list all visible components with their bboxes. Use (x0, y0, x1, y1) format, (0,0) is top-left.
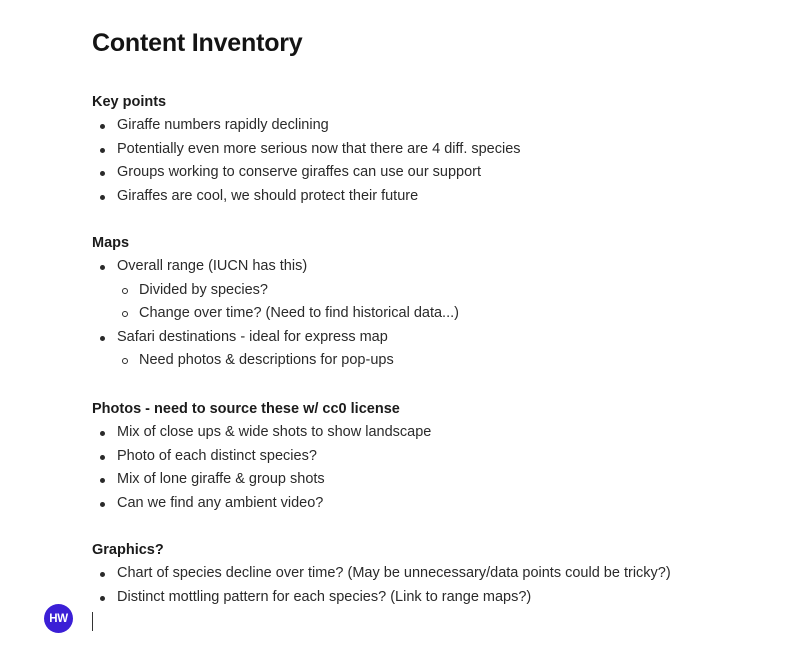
bullet-icon (100, 171, 105, 176)
bullet-list (92, 255, 459, 373)
nested-bullet-list (117, 349, 459, 373)
list-item[interactable] (92, 326, 459, 373)
text-cursor (92, 612, 93, 631)
bullet-icon (100, 195, 105, 200)
list-item[interactable] (92, 586, 671, 610)
list-item-text: Groups working to conserve giraffes can use our support (117, 164, 482, 180)
list-item-text: Can we find any ambient video? (117, 494, 324, 511)
list-item-text: Divided by species? (139, 281, 268, 298)
document-body[interactable] (92, 26, 772, 605)
list-item-text: Giraffes are cool, we should protect their future (117, 187, 419, 204)
list-item-text: Mix of lone giraffe & group shots (117, 471, 325, 487)
list-item-text: Need photos & descriptions for pop-ups (139, 352, 394, 368)
section-heading[interactable]: Maps (92, 235, 130, 251)
hollow-bullet-icon (122, 288, 128, 294)
list-item-text: Potentially even more serious now that there are 4 diff. species (117, 140, 521, 157)
list-item[interactable] (92, 445, 431, 469)
list-item-text: Overall range (IUCN has this) (117, 258, 308, 274)
list-item[interactable] (92, 255, 459, 326)
list-item-text: Distinct mottling pattern for each species? (Link to range maps?) (117, 588, 532, 605)
list-item[interactable] (92, 185, 521, 209)
bullet-icon (100, 336, 105, 341)
list-item-text: Mix of close ups & wide shots to show landscape (117, 424, 432, 440)
list-item[interactable] (92, 114, 521, 138)
list-item-text: Giraffe numbers rapidly declining (117, 117, 329, 133)
section-key-points (92, 91, 521, 208)
list-item[interactable] (92, 161, 521, 185)
bullet-list (92, 421, 431, 515)
hollow-bullet-icon (122, 311, 128, 317)
section-graphics (92, 539, 671, 609)
bullet-list (92, 562, 671, 609)
section-heading[interactable]: Key points (92, 94, 167, 110)
bullet-icon (100, 478, 105, 483)
list-item[interactable] (92, 562, 671, 586)
list-item[interactable] (92, 492, 431, 516)
list-item-text: Change over time? (Need to find historical data...) (139, 305, 459, 321)
list-item[interactable] (92, 468, 431, 492)
section-maps (92, 232, 459, 373)
list-item[interactable] (92, 421, 431, 445)
list-item-text: Chart of species decline over time? (May be unnecessary/data points could be tricky?) (117, 565, 671, 581)
nested-list-item[interactable] (117, 349, 459, 373)
bullet-list (92, 114, 521, 208)
bullet-icon (100, 265, 105, 270)
nested-list-item[interactable] (117, 302, 459, 326)
section-photos (92, 398, 431, 515)
document-title[interactable]: Content Inventory (92, 29, 303, 57)
section-heading[interactable]: Photos - need to source these w/ cc0 license (92, 401, 400, 417)
bullet-icon (100, 148, 105, 153)
list-item-text: Photo of each distinct species? (117, 447, 317, 464)
bullet-icon (100, 596, 105, 601)
bullet-icon (100, 502, 105, 507)
nested-list-item[interactable] (117, 279, 459, 303)
list-item-text: Safari destinations - ideal for express map (117, 328, 388, 345)
list-item[interactable] (92, 138, 521, 162)
section-heading[interactable]: Graphics? (92, 542, 164, 558)
hollow-bullet-icon (122, 358, 128, 364)
nested-bullet-list (117, 279, 459, 326)
bullet-icon (100, 572, 105, 577)
collaborator-avatar[interactable]: HW (44, 604, 73, 633)
bullet-icon (100, 431, 105, 436)
bullet-icon (100, 455, 105, 460)
bullet-icon (100, 124, 105, 129)
